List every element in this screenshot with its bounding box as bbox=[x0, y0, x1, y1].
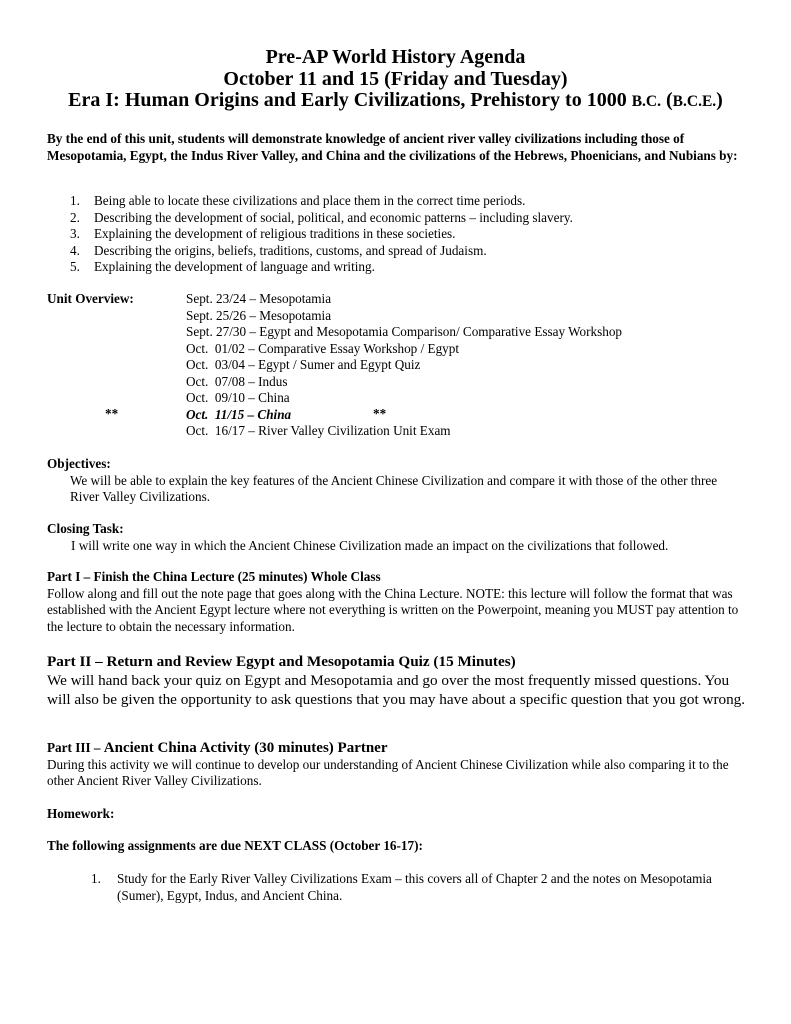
part-3-section bbox=[47, 740, 747, 790]
overview-item: Sept. 27/30 – Egypt and Mesopotamia Comparison/ Comparative Essay Workshop bbox=[186, 324, 623, 339]
goal-item bbox=[48, 243, 573, 260]
title-line-3-paren-open: ( bbox=[661, 89, 673, 111]
goal-item bbox=[48, 210, 573, 227]
current-marker-right: ** bbox=[373, 406, 387, 421]
goal-text: Describing the development of social, political, and economic patterns – including slavery. bbox=[94, 209, 573, 225]
unit-overview-list bbox=[186, 291, 622, 440]
part-3-heading-main: Ancient China Activity (30 minutes) Partner bbox=[103, 740, 388, 756]
goal-number: 4. bbox=[70, 242, 80, 258]
overview-item: Oct. 09/10 – China bbox=[186, 390, 290, 405]
homework-due-line: The following assignments are due NEXT CLASS (October 16-17): bbox=[47, 838, 423, 853]
goal-item bbox=[48, 193, 573, 210]
part-3-text: During this activity we will continue to develop our understanding of Ancient Chinese Civilization while also comparing it to the other Ancient River Valley Civilizations. bbox=[47, 756, 729, 788]
part-2-section bbox=[47, 652, 747, 709]
part-3-heading bbox=[47, 740, 747, 757]
goal-text: Describing the origins, beliefs, traditions, customs, and spread of Judaism. bbox=[94, 242, 487, 258]
objectives-section bbox=[47, 456, 747, 506]
bc-abbrev: B.C. bbox=[631, 93, 661, 110]
goal-text: Being able to locate these civilizations and place them in the correct time periods. bbox=[94, 193, 526, 208]
overview-item: Sept. 25/26 – Mesopotamia bbox=[186, 307, 332, 323]
title-line-3 bbox=[0, 90, 791, 113]
part-1-section bbox=[47, 569, 747, 635]
part-1-heading: Part I – Finish the China Lecture (25 minutes) Whole Class bbox=[47, 569, 381, 584]
overview-item: Oct. 07/08 – Indus bbox=[186, 373, 288, 389]
goal-number: 2. bbox=[70, 209, 80, 225]
closing-task-text: I will write one way in which the Ancient Chinese Civilization made an impact on the civilizations that followed. bbox=[71, 537, 669, 553]
closing-task-heading: Closing Task: bbox=[47, 521, 124, 536]
unit-goals-list bbox=[48, 193, 573, 276]
overview-item: Oct. 16/17 – River Valley Civilization Unit Exam bbox=[186, 423, 451, 438]
objectives-text: We will be able to explain the key features of the Ancient Chinese Civilization and compare it with those of the other three River Valley Civilizations. bbox=[70, 472, 718, 504]
title-line-1: Pre-AP World History Agenda bbox=[265, 46, 526, 68]
goal-text: Explaining the development of language and writing. bbox=[94, 259, 375, 274]
unit-overview-label: Unit Overview: bbox=[47, 291, 134, 306]
title-line-3-main: Era I: Human Origins and Early Civilizations, Prehistory to 1000 bbox=[68, 89, 632, 111]
goal-number: 3. bbox=[70, 226, 80, 241]
overview-item: Oct. 01/02 – Comparative Essay Workshop / Egypt bbox=[186, 340, 460, 356]
objectives-heading: Objectives: bbox=[47, 456, 111, 471]
homework-heading: Homework: bbox=[47, 806, 115, 821]
part-3-heading-prefix: Part III – bbox=[47, 740, 104, 755]
goal-number: 5. bbox=[70, 259, 80, 274]
part-2-heading: Part II – Return and Review Egypt and Mesopotamia Quiz (15 Minutes) bbox=[47, 653, 516, 670]
closing-task-section bbox=[47, 521, 747, 554]
homework-item-text: Study for the Early River Valley Civilizations Exam – this covers all of Chapter 2 and the notes on Mesopotamia (Sumer), Egypt, Indus, and Ancient China. bbox=[117, 871, 712, 903]
part-1-text: Follow along and fill out the note page that goes along with the China Lecture. NOTE: this lecture will follow the format that was established with the Ancient Egypt lecture where not everything is written on the Powerpoint, meaning you MUST pay attention to the lecture to obtain the necessary information. bbox=[47, 585, 739, 634]
homework-item bbox=[91, 871, 731, 904]
title-block bbox=[0, 47, 791, 113]
title-line-2: October 11 and 15 (Friday and Tuesday) bbox=[223, 67, 568, 90]
overview-item: Oct. 03/04 – Egypt / Sumer and Egypt Quiz bbox=[186, 357, 421, 372]
current-marker-left: ** bbox=[105, 406, 119, 421]
overview-item-current: Oct. 11/15 – China bbox=[186, 406, 292, 422]
goal-item bbox=[48, 259, 573, 276]
part-2-text: We will hand back your quiz on Egypt and Mesopotamia and go over the most frequently missed questions. You will also be given the opportunity to ask questions that you may have about a specific question that you got wrong. bbox=[47, 672, 746, 708]
unit-intro: By the end of this unit, students will demonstrate knowledge of ancient river valley civilizations including those of Mesopotamia, Egypt, the Indus River Valley, and China and the civilizations of the Hebrews, Phoenicians, and Nubians by: bbox=[47, 131, 738, 163]
goal-text: Explaining the development of religious traditions in these societies. bbox=[94, 226, 456, 241]
goal-number: 1. bbox=[70, 193, 80, 208]
title-line-3-paren-close: ) bbox=[716, 89, 723, 111]
homework-item-number: 1. bbox=[91, 871, 101, 886]
overview-item: Sept. 23/24 – Mesopotamia bbox=[186, 291, 332, 306]
goal-item bbox=[48, 226, 573, 243]
bce-abbrev: B.C.E. bbox=[672, 93, 717, 110]
